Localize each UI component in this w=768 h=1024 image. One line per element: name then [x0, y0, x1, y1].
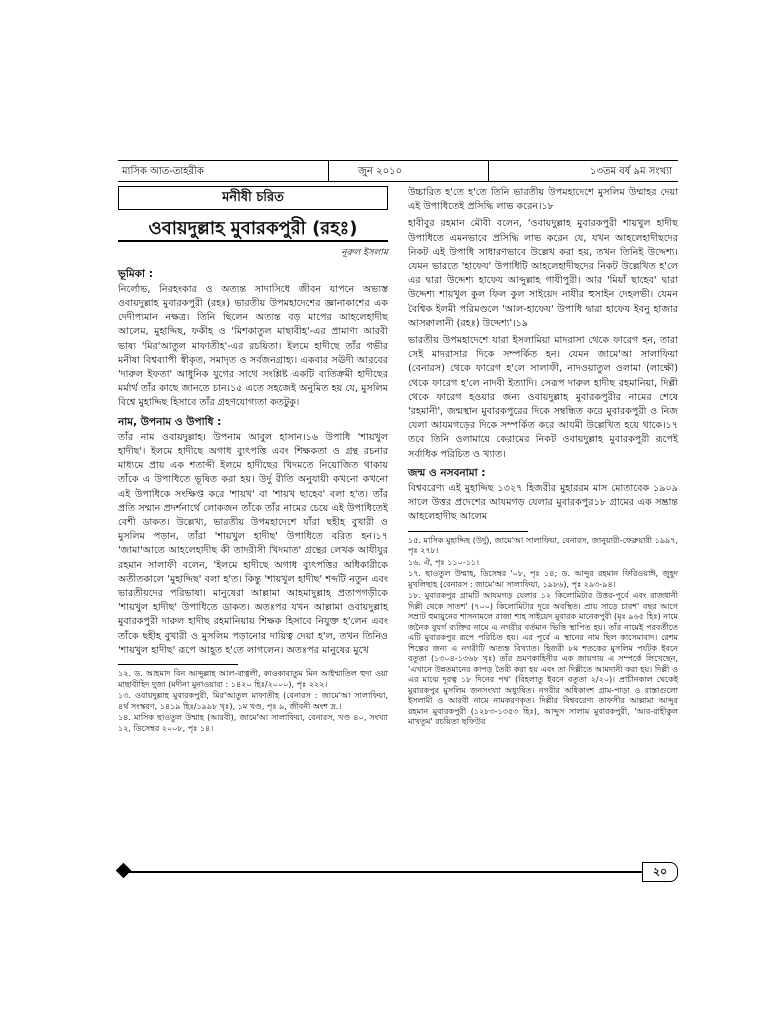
magazine-name: মাসিক আত-তাহরীক [122, 166, 204, 177]
section-heading-name: নাম, উপনাম ও উপাধি : [118, 415, 222, 428]
footnotes-right [408, 536, 678, 728]
footnote-rule [408, 531, 528, 532]
footer-rule [128, 871, 642, 873]
issue-volume: ১৩তম বর্ষ ৯ম সংখ্যা [590, 166, 672, 177]
page-number: ২০ [642, 862, 678, 882]
issue-month: জুন ২০১০ [358, 166, 403, 177]
footnote: ১৪. মাসিক ছাওতুল উম্মাহ (আরবী), জামে'আ সালাফিয়া, বেনারস, খণ্ড ৪০, সংখ্যা ১২, ডিসেম্বর ২০০৮, পৃঃ ১৪। [118, 713, 388, 733]
paragraph: তাঁর নাম ওবায়দুল্লাহ। উপনাম আবুল হাসান।১৬ উপাধি 'শায়খুল হাদীছ'। ইলমে হাদীছে অগাধ ব্যুৎপত্তি এবং শিক্ষকতা ও গ্রন্থ রচনার মাধ্যমে প্রায় এক শতাব্দী ইলমে হাদীছের খিদমতে নিয়োজিত থাকায় তাঁকে এ উপাধিতে ভূষিত করা হয়। উর্দু রীতি অনুযায়ী কখনো কখনো এই উপাধিকে সংক্ষিপ্ত করে 'শায়খ' বা 'শায়খ ছাহেব' বলা হ'ত। তাঁর প্রতি সম্মান প্রদর্শনার্থে লোকজন তাঁকে তাঁর নামের চেয়ে এই উপাধিতেই বেশী ডাকত। উল্লেখ্য, ভারতীয় উপমহাদেশে যাঁরা ছহীহ বুখারী ও মুসলিম পড়ান, তাঁরা 'শায়খুল হাদীছ' উপাধিতে বরিত হন।১৭ 'জামা'আতে আহলেহাদীছ কী তাদরীসী খিদমাত' গ্রন্থের লেখক আযীযুর রহমান সালাফী বলেন, 'ইলমে হাদীছে অগাধ ব্যুৎপত্তির অধিকারীকে অতীতকালে 'মুহাদ্দিছ' বলা হ'ত। কিন্তু 'শায়খুল হাদীছ' শব্দটি নতুন এবং ভারতীয়দের পরিভাষা। মানুষেরা আল্লামা আহমাদুল্লাহ প্রতাপগড়ীকে 'শায়খুল হাদীছ' উপাধিতে ডাকত। অতঃপর যখন আল্লামা ওবায়দুল্লাহ মুবারকপুরী দারুল হাদীছ রহমানিয়ায় শিক্ষক হিসাবে নিযুক্ত হ'লেন এবং তাঁকে ছহীহ বুখারী ও মুসলিম পড়ানোর দায়িত্ব দেয়া হ'ল, তখন তিনিও 'শায়খুল হাদীছ' রূপে আহূত হ'তে লাগলেন। অতঃপর মানুষের মুখে [118, 431, 388, 656]
page-footer [118, 862, 678, 882]
footnote: ১৩. ওবায়দুল্লাহ মুবারকপুরী, মির'আতুল মাফাতীহ (বেনারস : জামে'আ সালাফিয়া, ৪র্থ সংস্করণ, ১৪১৯ হিঃ/১৯৯৮ খৃঃ), ১ম খণ্ড, পৃঃ ৯, জীবনী অংশ দ্র.। [118, 691, 388, 711]
footnotes-left [118, 669, 388, 734]
running-header [118, 160, 678, 182]
paragraph: উচ্চারিত হ'তে হ'তে তিনি ভারতীয় উপমহাদেশে মুসলিম উম্মাহর দেয়া এই উপাধিতেই প্রসিদ্ধি লাভ করেন।১৮ [408, 187, 678, 213]
left-column [118, 186, 388, 735]
footnote: ১২. ড. আহমাদ বিন আব্দুল্লাহ আল-বাত্বলী, কাওকাবাতুম মিন আইম্মাতিল হুদা ওয়া মাছাবীহিদ দুজা (মদীনা মুনাওয়ারা : ১৪২০ হিঃ/২০০০), পৃঃ ২২২। [118, 669, 388, 689]
footnote-rule [118, 664, 238, 665]
article-author: নূরুল ইসলাম [341, 248, 388, 259]
footnote: ১৮. মুবারকপুর গ্রামটি আযমগড় যেলার ১২ কিলোমিটার উত্তর-পূর্বে এবং রাজধানী দিল্লী থেকে সাতশ' (৭০০) কিলোমিটার দূরে অবস্থিত। প্রায় সাড়ে চারশ' বছর আগে সম্রাট হুমায়ুনের শাসনামলে রাজা শাহ সাইয়েদ মুবারক মানেকপুরী (মৃঃ ৯৬৫ হিঃ) নামে জনৈক বুযর্গ ব্যক্তির নামে এ নগরীর বর্তমান ভিত্তি স্থাপিত হয়। তাঁর নামেই পরবর্তীতে এটি মুবারকপুর রূপে পরিচিত হয়। এর পূর্বে এ স্থানের নাম ছিল কাসেমাবাদ। রেশম শিল্পের জন্য এ নগরীটি অত্যন্ত বিখ্যাত। হিজরী ৮ম শতকের মুসলিম পর্যটক ইবনে বতূতা (১৩০৪-১৩৬৮ খৃঃ) তাঁর ভ্রমণকাহিনীর এক জায়গায় এ সম্পর্কে লিখেছেন, 'এখানে উন্নতমানের কাপড় তৈরী করা হয় এবং তা দিল্লীতে আমদানী করা হয়। দিল্লী ও এর মাঝে দূরত্ব ১৮ দিনের পথ' (রিহলাতু ইবনে বতূতা ২/২০)। প্রাচীনকাল থেকেই মুবারকপুর মুসলিম জনসংখ্যা অধ্যুষিত। নগরীর অধিকাংশ গ্রাম-পাড়া ও রাস্তাগুলো ইসলামী ও আরবী নামে নামকরণকৃত। দিল্লীর বিশ্ববরেণ্য তাফসীর আল্লামা আব্দুর রহমান মুবারকপুরী (১২৮৩-১৩৫৩ হিঃ), আব্দুস সালাম মুবারকপুরী, 'আর-রাহীকুল মাখতূম' রচয়িতা ছফিউর [408, 591, 678, 727]
footnote: ১৭. ছাওতুল উম্মাহ, ডিসেম্বর '০৮, পৃঃ ১৪; ড. আব্দুর রহমান ফিরিওয়াঈ, জুহূদ মুখলিছাহ (বেনারস : জামে'আ সালাফিয়া, ১৯৮৬), পৃঃ ২৯৩-৯৪। [408, 569, 678, 589]
footnote: ১৫. মাসিক মুহাদ্দিছ (উর্দু), জামে'আ সালাফিয়া, বেনারস, জানুয়ারী-ফেব্রুয়ারী ১৯৯৭, পৃঃ ২৭৮। [408, 535, 678, 556]
category-box [118, 186, 388, 210]
paragraph: ভারতীয় উপমহাদেশে যারা ইসলামিয়া মাদরাসা থেকে ফারেগ হন, তারা সেই মাদরাসার দিকে সম্পর্কিত হন। যেমন জামে'আ সালাফিয়া (বেনারস) থেকে ফারেগ হ'লে সালাফী, নাদওয়াতুল ওলামা (লাক্ষৌ) থেকে ফারেগ হ'লে নাদবী ইত্যাদি। সেরূপ দারুল হাদীছ রহমানিয়া, দিল্লী থেকে ফারেগ হওয়ার জন্য ওবায়দুল্লাহ মুবারকপুরীর নামের শেষে 'রহমানী', জন্মস্থান মুবারকপুরের দিকে সম্বন্ধিত করে মুবারকপুরী ও নিজ যেলা আযমগড়ের দিকে সম্পর্কিত করে আযমী উল্লেখিত হয়ে থাকে।১৭ তবে তিনি ওলামায়ে কেরামের নিকট ওবায়দুল্লাহ মুবারকপুরী রূপেই সর্বাধিক পরিচিত ও খ্যাত। [408, 335, 678, 460]
document-page [118, 160, 678, 880]
section-heading-birth: জন্ম ও নসবনামা : [408, 466, 486, 479]
paragraph: বিশ্ববরেণ্য এই মুহাদ্দিছ ১৩২৭ হিজরীর মুহাররম মাস মোতাবেক ১৯০৯ সালে উত্তর প্রদেশের আযমগড় যেলার মুবারকপুর১৮ গ্রামের এক সম্ভ্রান্ত আহলেহাদীছ আলেম [408, 483, 678, 523]
paragraph: নির্লোভ, নিরহংকার ও অত্যন্ত সাদাসিধে জীবন যাপনে অভ্যস্ত ওবায়দুল্লাহ মুবারকপুরী (রহঃ) ভারতীয় উপমহাদেশের জ্ঞানাকাশের এক দেদীপ্যমান নক্ষত্র। তিনি ছিলেন অত্যন্ত বড় মাপের আহলেহাদীছ আলেম, মুহাদ্দিছ, ফকীহ ও 'মিশকাতুল মাছাবীহ'-এর প্রামাণ্য আরবী ভাষ্য 'মির'আতুল মাফাতীহ'-এর রচয়িতা। ইলমে হাদীছে তাঁর গভীর মনীষা বিশ্বব্যাপী স্বীকৃত, সমাদৃত ও সর্বজনগ্রাহ্য। একবার সঊদী আরবের 'দারুল ইফতা' আধুনিক যুগের সাথে সংশ্লিষ্ট একটি ব্যতিক্রমী হাদীছের মর্মার্থ তাঁর কাছে জানতে চান।১৫ এতে সহজেই অনুমিত হয় যে, মুসলিম বিশ্বে মুহাদ্দিছ হিসাবে তাঁর গ্রহণযোগ্যতা কতটুকু। [118, 283, 388, 409]
section-heading-intro: ভূমিকা : [118, 267, 153, 280]
right-column [408, 186, 678, 729]
article-title: ওবায়দুল্লাহ মুবারকপুরী (রহঃ) [118, 216, 388, 242]
article-category: মনীষী চরিত [222, 190, 284, 205]
paragraph: হাবীবুর রহমান মৌবী বলেন, 'ওবায়দুল্লাহ মুবারকপুরী শায়খুল হাদীছ উপাধিতে এমনভাবে প্রসিদ্ধি লাভ করেন যে, যখন আহলেহাদীছদের নিকট এই উপাধি সাধারণভাবে উল্লেখ করা হয়, তখন তিনিই উদ্দেশ্য। যেমন ভারতে 'হাফেয' উপাধিটি আহলেহাদীছদের নিকট উল্লেখিত হ'লে এর দ্বারা উদ্দেশ্য হাফেয আব্দুল্লাহ গাযীপুরী। আর 'মিয়াঁ ছাহেব' দ্বারা উদ্দেশ্য শায়খুল কুল ফিল কুল সাইয়েদ নাযীর হুসাইন দেহলভী। যেমন বৈশ্বিক ইলমী পরিমণ্ডলে 'আল-হাফেয' উপাধি দ্বারা হাফেয ইবনু হাজার আসক্বালানী (রহঃ) উদ্দেশ্য'।১৯ [408, 218, 678, 329]
footnote: ১৬. ঐ, পৃঃ ১১০-১১। [408, 557, 479, 567]
